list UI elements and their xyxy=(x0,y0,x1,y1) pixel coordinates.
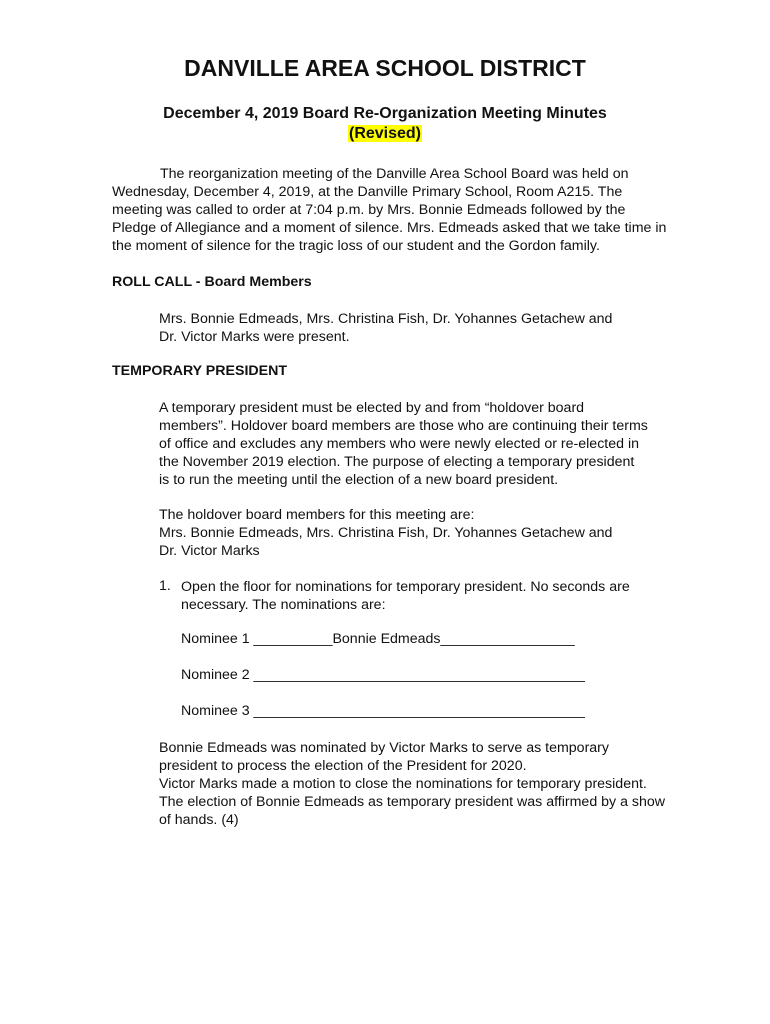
roll-call-line-2: Dr. Victor Marks were present. xyxy=(159,329,350,345)
tp-paragraph-line: the November 2019 election. The purpose of electing a temporary president xyxy=(159,454,635,470)
result-line: The election of Bonnie Edmeads as temporary president was affirmed by a show xyxy=(159,794,666,810)
tp-paragraph-line: is to run the meeting until the election of a new board president. xyxy=(159,472,559,488)
result-line: of hands. (4) xyxy=(159,812,239,828)
result-line: Victor Marks made a motion to close the nominations for temporary president. xyxy=(159,776,647,792)
document-title: DANVILLE AREA SCHOOL DISTRICT xyxy=(184,55,586,81)
result-line: president to process the election of the President for 2020. xyxy=(159,758,527,774)
tp-paragraph-line: A temporary president must be elected by and from “holdover board xyxy=(159,400,585,416)
temporary-president-heading: TEMPORARY PRESIDENT xyxy=(112,363,288,379)
list-item-number: 1. xyxy=(159,578,171,594)
roll-call-line-1: Mrs. Bonnie Edmeads, Mrs. Christina Fish, Dr. Yohannes Getachew and xyxy=(159,311,613,327)
nominee-1-line: Nominee 1 __________Bonnie Edmeads_________________ xyxy=(181,631,575,647)
intro-paragraph: The reorganization meeting of the Danville Area School Board was held on Wednesday, December 4, 2019, at the Danville Primary School, Room A215. The meeting was called to order at 7:04 p.m. by Mrs. Bonnie Edmeads followed by the Pledge of Allegiance and a moment of silence. Mrs. Edmeads asked that we take time in the moment of silence for the tragic loss of our student and the Gordon family. xyxy=(112,166,667,254)
holdover-line: Dr. Victor Marks xyxy=(159,543,260,559)
list-item-line: necessary. The nominations are: xyxy=(181,597,386,613)
list-item-line: Open the floor for nominations for temporary president. No seconds are xyxy=(181,579,630,595)
document-subtitle: December 4, 2019 Board Re-Organization Meeting Minutes xyxy=(163,105,607,122)
holdover-line: The holdover board members for this meeting are: xyxy=(159,507,475,523)
tp-paragraph-line: members”. Holdover board members are those who are continuing their terms xyxy=(159,418,648,434)
roll-call-heading: ROLL CALL - Board Members xyxy=(112,274,312,290)
nominee-2-line: Nominee 2 __________________________________________ xyxy=(181,667,585,683)
revised-highlight: (Revised) xyxy=(348,125,422,142)
result-line: Bonnie Edmeads was nominated by Victor Marks to serve as temporary xyxy=(159,740,610,756)
tp-paragraph-line: of office and excludes any members who were newly elected or re-elected in xyxy=(159,436,639,452)
revised-label-line xyxy=(0,125,770,143)
holdover-line: Mrs. Bonnie Edmeads, Mrs. Christina Fish, Dr. Yohannes Getachew and xyxy=(159,525,613,541)
nominee-3-line: Nominee 3 __________________________________________ xyxy=(181,703,585,719)
